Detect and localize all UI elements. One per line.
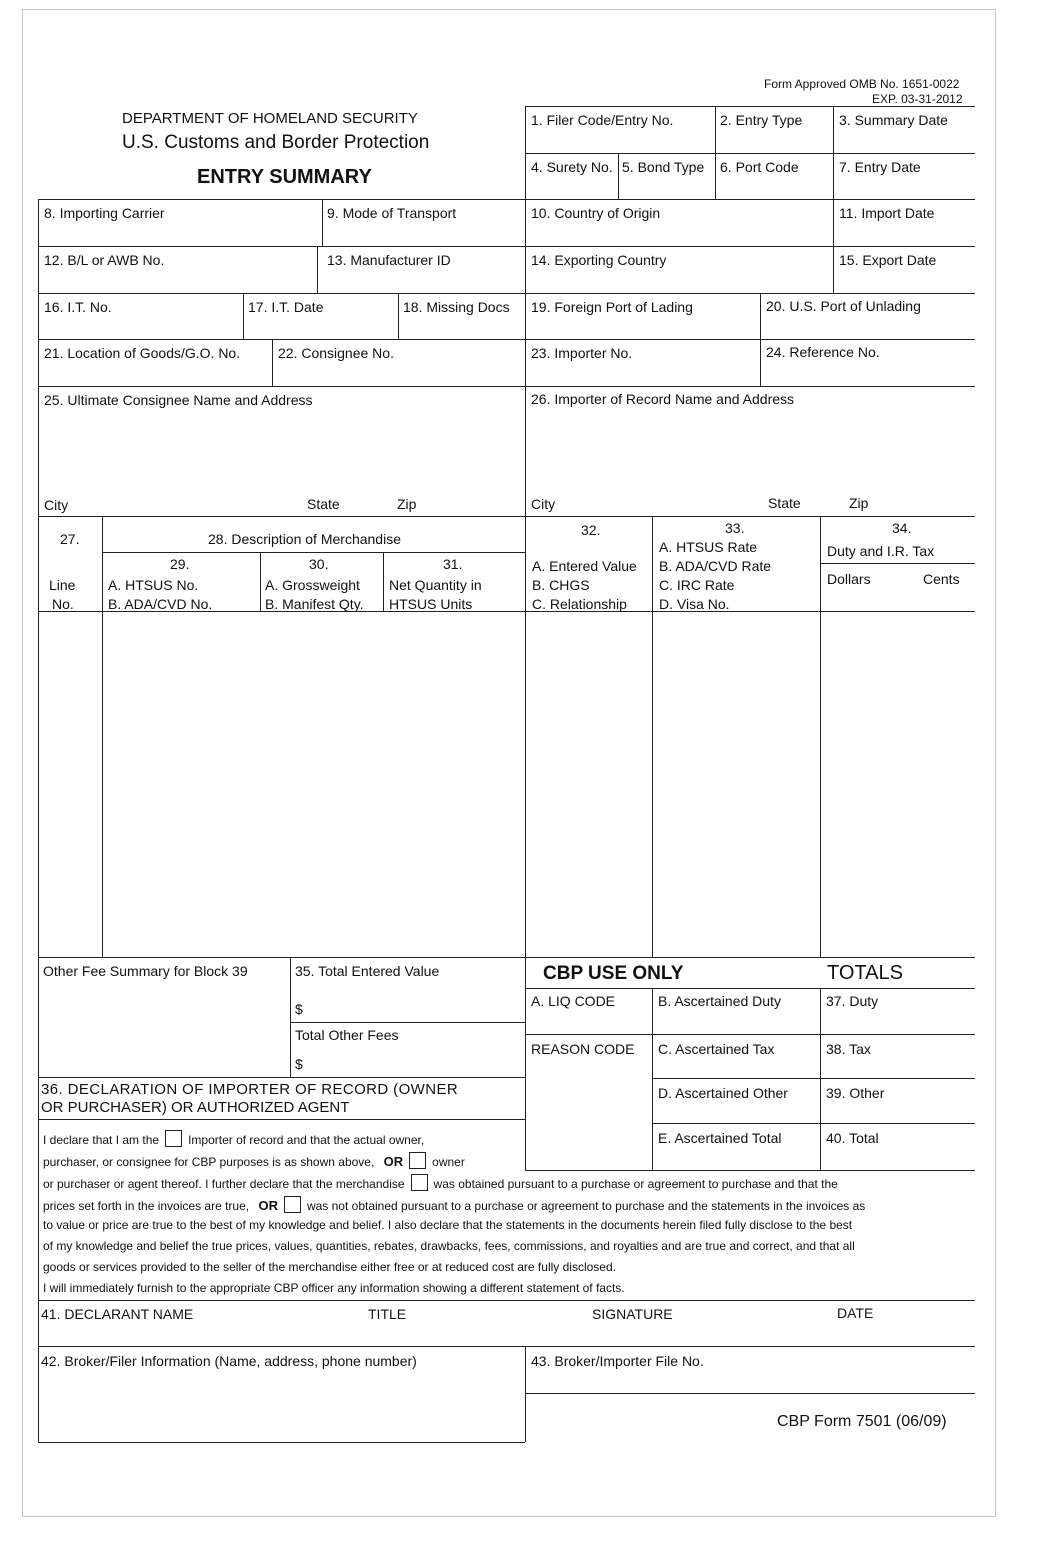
declaration-text: owner [432, 1155, 465, 1169]
field-6-label: 6. Port Code [720, 159, 799, 175]
field-37-label: 37. Duty [826, 993, 879, 1009]
field-12-label: 12. B/L or AWB No. [44, 252, 165, 268]
signature-label: SIGNATURE [592, 1306, 673, 1322]
ascertained-other-label: D. Ascertained Other [658, 1085, 788, 1101]
rule [38, 1346, 975, 1347]
field-24-label: 24. Reference No. [766, 344, 880, 360]
col-32a-label: A. Entered Value [532, 558, 637, 574]
field-4-label: 4. Surety No. [531, 159, 613, 175]
col-33c-label: C. IRC Rate [659, 577, 735, 593]
total-entered-value-dollar: $ [295, 1001, 303, 1017]
field-35-label: 35. Total Entered Value [295, 963, 440, 979]
declaration-title-line-2: OR PURCHASER) OR AUTHORIZED AGENT [41, 1099, 350, 1116]
declaration-text: I declare that I am the [43, 1133, 160, 1147]
declaration-line-8: I will immediately furnish to the appropriate CBP officer any information showing a different statement of facts. [43, 1281, 625, 1295]
ascertained-duty-label: B. Ascertained Duty [658, 993, 781, 1009]
col-line-label: Line [49, 577, 76, 593]
col-32c-label: C. Relationship [532, 596, 627, 612]
rule [243, 293, 244, 339]
rule [525, 1170, 975, 1171]
consignee-city-label: City [44, 497, 69, 513]
col-27-label: 27. [60, 531, 80, 547]
field-43-label: 43. Broker/Importer File No. [531, 1353, 704, 1369]
rule [820, 988, 821, 1170]
col-33d-label: D. Visa No. [659, 596, 730, 612]
field-40-label: 40. Total [826, 1130, 879, 1146]
title-label: TITLE [368, 1306, 407, 1322]
rule [383, 552, 384, 611]
department-name: DEPARTMENT OF HOMELAND SECURITY [122, 110, 418, 127]
rule [290, 1022, 525, 1023]
col-cents-label: Cents [923, 571, 960, 587]
rule [525, 153, 975, 154]
field-38-label: 38. Tax [826, 1041, 871, 1057]
other-fee-summary-label: Other Fee Summary for Block 39 [43, 963, 248, 979]
or-label: OR [383, 1154, 404, 1169]
omb-number: Form Approved OMB No. 1651-0022 [764, 77, 960, 91]
form-number: CBP Form 7501 (06/09) [777, 1413, 947, 1430]
field-21-label: 21. Location of Goods/G.O. No. [44, 345, 241, 361]
field-42-label: 42. Broker/Filer Information (Name, address, phone number) [41, 1353, 417, 1369]
declaration-line-3 [43, 1174, 838, 1191]
col-33-label: 33. [725, 520, 745, 536]
field-3-label: 3. Summary Date [839, 112, 948, 128]
consignee-zip-label: Zip [397, 496, 417, 512]
field-16-label: 16. I.T. No. [44, 299, 112, 315]
col-30a-label: A. Grossweight [265, 577, 360, 593]
rule [38, 293, 975, 294]
declaration-line-5: to value or price are true to the best of my knowledge and belief. I also declare that the statements in the documents herein filed fully disclose to the best [43, 1218, 853, 1232]
importer-city-label: City [531, 496, 556, 512]
field-10-label: 10. Country of Origin [531, 205, 661, 221]
col-no-label: No. [52, 596, 74, 612]
declaration-text: was not obtained pursuant to a purchase or agreement to purchase and the statements in the invoices as [306, 1199, 866, 1213]
field-41-label: 41. DECLARANT NAME [41, 1306, 194, 1322]
page-title: ENTRY SUMMARY [197, 166, 372, 188]
field-1-label: 1. Filer Code/Entry No. [531, 112, 674, 128]
field-8-label: 8. Importing Carrier [44, 205, 165, 221]
rule [290, 957, 291, 1077]
rule [102, 516, 103, 957]
field-19-label: 19. Foreign Port of Lading [531, 299, 693, 315]
col-31-label: 31. [443, 556, 463, 572]
col-30b-label: B. Manifest Qty. [265, 596, 364, 612]
declaration-text: or purchaser or agent thereof. I further declare that the merchandise [43, 1177, 405, 1191]
reason-code-label: REASON CODE [531, 1041, 635, 1057]
rule [833, 106, 834, 293]
field-22-label: 22. Consignee No. [278, 345, 394, 361]
field-7-label: 7. Entry Date [839, 159, 921, 175]
field-26-label: 26. Importer of Record Name and Address [531, 391, 795, 407]
rule [38, 199, 975, 200]
col-34-label: 34. [892, 520, 912, 536]
col-29a-label: A. HTSUS No. [108, 577, 199, 593]
rule [715, 106, 716, 199]
field-18-label: 18. Missing Docs [403, 299, 510, 315]
rule [525, 1034, 975, 1035]
rule [820, 516, 821, 957]
col-31a-label: Net Quantity in [389, 577, 482, 593]
or-label: OR [258, 1198, 278, 1213]
rule [398, 293, 399, 339]
liq-code-label: A. LIQ CODE [531, 993, 616, 1009]
rule [525, 1346, 526, 1442]
declaration-text: Importer of record and that the actual owner, [188, 1133, 425, 1147]
col-30-label: 30. [309, 556, 329, 572]
rule [38, 1442, 525, 1443]
field-5-label: 5. Bond Type [622, 159, 705, 175]
rule [652, 988, 653, 1170]
rule [260, 552, 261, 611]
rule [38, 1300, 975, 1301]
field-15-label: 15. Export Date [839, 252, 937, 268]
rule [652, 516, 653, 957]
totals-heading: TOTALS [827, 962, 903, 984]
rule [317, 246, 318, 293]
ascertained-tax-label: C. Ascertained Tax [658, 1041, 775, 1057]
total-other-fees-label: Total Other Fees [295, 1027, 399, 1043]
field-20-label: 20. U.S. Port of Unlading [766, 298, 921, 314]
declaration-line-1 [43, 1130, 424, 1147]
field-11-label: 11. Import Date [839, 205, 935, 221]
declaration-text: purchaser, or consignee for CBP purposes is as shown above, [43, 1155, 375, 1169]
field-13-label: 13. Manufacturer ID [327, 252, 451, 268]
col-32-label: 32. [581, 522, 601, 538]
declaration-line-6: of my knowledge and belief the true prices, values, quantities, rebates, drawbacks, fees, commissions, and royalties and are true and correct, and that all [43, 1239, 855, 1253]
rule [38, 246, 975, 247]
was-obtained-checkbox[interactable] [411, 1174, 428, 1191]
col-29b-label: B. ADA/CVD No. [108, 596, 213, 612]
rule [618, 153, 619, 199]
rule [525, 106, 526, 1170]
cbp-use-only-heading: CBP USE ONLY [543, 963, 684, 984]
col-32b-label: B. CHGS [532, 577, 590, 593]
declaration-line-7: goods or services provided to the seller of the merchandise either free or at reduced cost are fully disclosed. [43, 1260, 616, 1274]
total-other-fees-dollar: $ [295, 1056, 303, 1072]
col-33a-label: A. HTSUS Rate [659, 539, 758, 555]
rule [38, 516, 975, 517]
col-34a-label: Duty and I.R. Tax [827, 543, 935, 559]
rule [38, 1119, 525, 1120]
declaration-title-line-1: 36. DECLARATION OF IMPORTER OF RECORD (OWNER [41, 1081, 459, 1098]
date-label: DATE [837, 1305, 874, 1321]
rule [760, 293, 761, 386]
importer-of-record-checkbox[interactable] [165, 1130, 182, 1147]
rule [102, 552, 525, 553]
rule [38, 339, 975, 340]
rule [652, 1078, 975, 1079]
col-33b-label: B. ADA/CVD Rate [659, 558, 772, 574]
field-17-label: 17. I.T. Date [248, 299, 324, 315]
rule [322, 199, 323, 246]
agency-name: U.S. Customs and Border Protection [122, 132, 430, 153]
field-9-label: 9. Mode of Transport [327, 205, 457, 221]
rule [525, 988, 975, 989]
ascertained-total-label: E. Ascertained Total [658, 1130, 782, 1146]
rule [525, 106, 975, 107]
importer-zip-label: Zip [849, 495, 869, 511]
rule [652, 1123, 975, 1124]
col-28-label: 28. Description of Merchandise [208, 531, 401, 547]
declaration-text: prices set forth in the invoices are true, [43, 1199, 250, 1213]
was-not-obtained-checkbox[interactable] [284, 1196, 301, 1213]
col-dollars-label: Dollars [827, 571, 871, 587]
importer-state-label: State [768, 495, 801, 511]
rule [38, 199, 39, 1442]
col-29-label: 29. [170, 556, 190, 572]
rule [525, 1393, 975, 1394]
declaration-line-2 [43, 1152, 465, 1169]
consignee-state-label: State [307, 496, 340, 512]
expiration-date: EXP. 03-31-2012 [872, 92, 963, 106]
declaration-text: was obtained pursuant to a purchase or agreement to purchase and that the [433, 1177, 838, 1191]
col-31b-label: HTSUS Units [389, 596, 473, 612]
rule [820, 563, 975, 564]
field-25-label: 25. Ultimate Consignee Name and Address [44, 392, 313, 408]
owner-checkbox[interactable] [409, 1152, 426, 1169]
field-39-label: 39. Other [826, 1085, 885, 1101]
field-14-label: 14. Exporting Country [531, 252, 667, 268]
rule [38, 957, 975, 958]
field-2-label: 2. Entry Type [720, 112, 803, 128]
declaration-line-4 [43, 1196, 865, 1213]
field-23-label: 23. Importer No. [531, 345, 633, 361]
rule [38, 386, 975, 387]
rule [272, 339, 273, 386]
rule [38, 1077, 525, 1078]
